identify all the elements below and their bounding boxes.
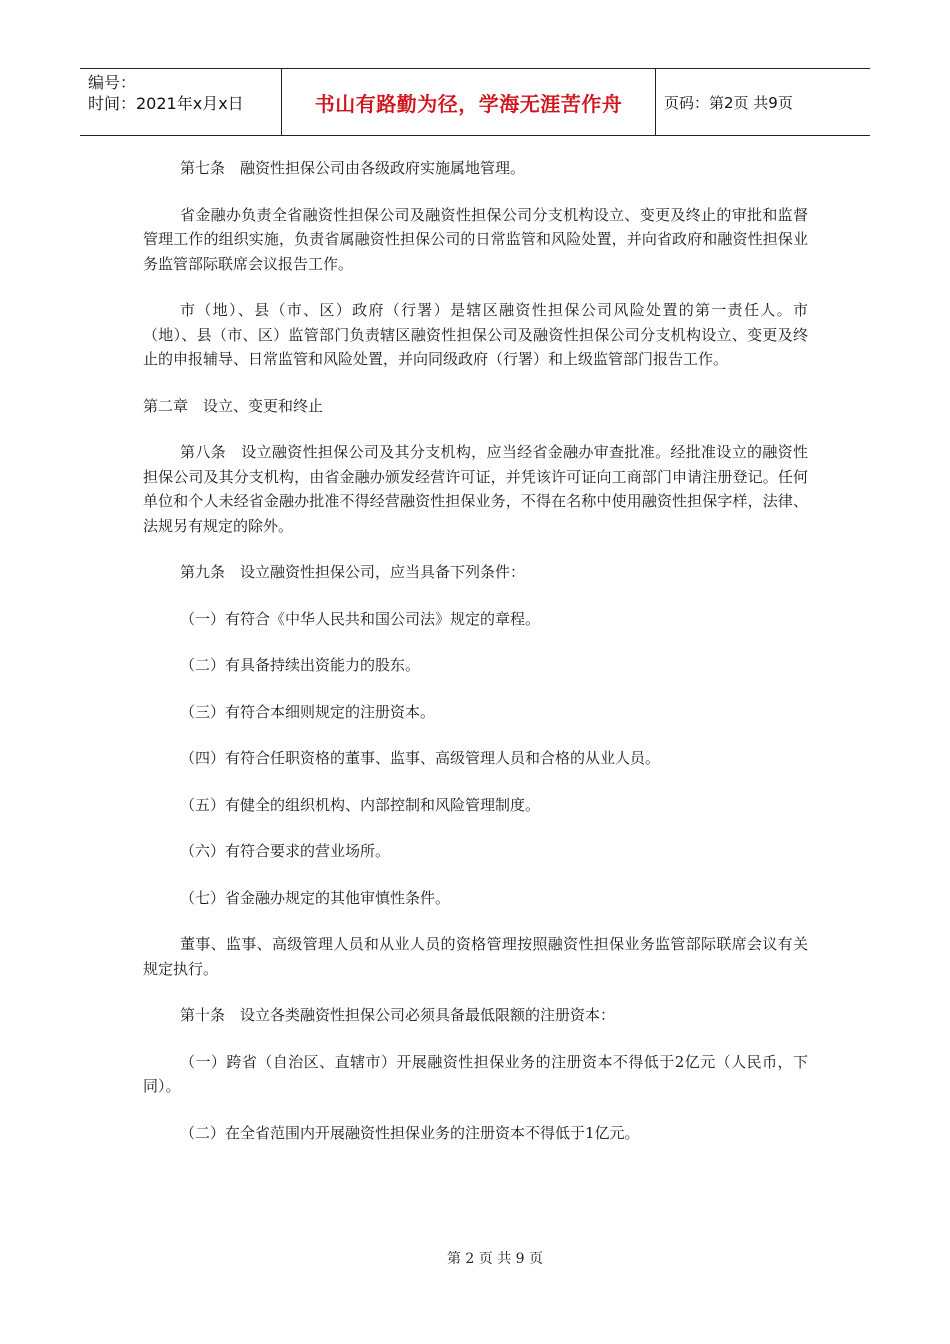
page-header xyxy=(80,68,870,136)
article-7: 第七条 融资性担保公司由各级政府实施属地管理。 xyxy=(180,159,526,177)
paragraph-provincial-office: 省金融办负责全省融资性担保公司及融资性担保公司分支机构设立、变更及终止的审批和监督管理工作的组织实施，负责省属融资性担保公司的日常监管和风险处置，并向省政府和融资性担保业务监管部际联席会议报告工作。 xyxy=(143,205,808,273)
condition-4: （四）有符合任职资格的董事、监事、高级管理人员和合格的从业人员。 xyxy=(180,749,661,767)
condition-1: （一）有符合《中华人民共和国公司法》规定的章程。 xyxy=(180,609,541,628)
header-page-number: 页码：第2页 共9页 xyxy=(664,93,793,112)
document-body xyxy=(143,156,808,1167)
condition-7: （七）省金融办规定的其他审慎性条件。 xyxy=(180,888,451,907)
chapter-2-heading: 第二章 设立、变更和终止 xyxy=(143,396,324,415)
condition-3: （三）有符合本细则规定的注册资本。 xyxy=(180,702,436,721)
article-9: 第九条 设立融资性担保公司，应当具备下列条件： xyxy=(180,563,526,581)
condition-6: （六）有符合要求的营业场所。 xyxy=(180,842,391,860)
capital-requirement-1: （一）跨省（自治区、直辖市）开展融资性担保业务的注册资本不得低于2亿元（人民币，下同）。 xyxy=(143,1052,808,1095)
paragraph-local-government: 市（地）、县（市、区）政府（行署）是辖区融资性担保公司风险处置的第一责任人。市（地）、县（市、区）监管部门负责辖区融资性担保公司及融资性担保公司分支机构设立、变更及终止的申报辅导、日常监管和风险处置，并向同级政府（行署）和上级监管部门报告工作。 xyxy=(143,301,808,368)
header-meta xyxy=(80,69,282,135)
capital-requirement-2: （二）在全省范围内开展融资性担保业务的注册资本不得低于1亿元。 xyxy=(180,1123,640,1142)
condition-5: （五）有健全的组织机构、内部控制和风险管理制度。 xyxy=(180,795,541,814)
document-number: 编号： xyxy=(88,73,137,92)
header-motto: 书山有路勤为径，学海无涯苦作舟 xyxy=(282,69,656,135)
document-time: 时间：2021年x月x日 xyxy=(88,94,244,113)
page-footer: 第 2 页 共 9 页 xyxy=(446,1251,544,1267)
condition-2: （二）有具备持续出资能力的股东。 xyxy=(180,656,421,674)
article-10: 第十条 设立各类融资性担保公司必须具备最低限额的注册资本： xyxy=(180,1006,616,1024)
article-8: 第八条 设立融资性担保公司及其分支机构，应当经省金融办审查批准。经批准设立的融资性担保公司及其分支机构，由省金融办颁发经营许可证，并凭该许可证向工商部门申请注册登记。任何单位和个人未经省金融办批准不得经营融资性担保业务，不得在名称中使用融资性担保字样，法律、法规另有规定的除外。 xyxy=(143,443,808,535)
paragraph-qualification: 董事、监事、高级管理人员和从业人员的资格管理按照融资性担保业务监管部际联席会议有关规定执行。 xyxy=(143,935,808,978)
